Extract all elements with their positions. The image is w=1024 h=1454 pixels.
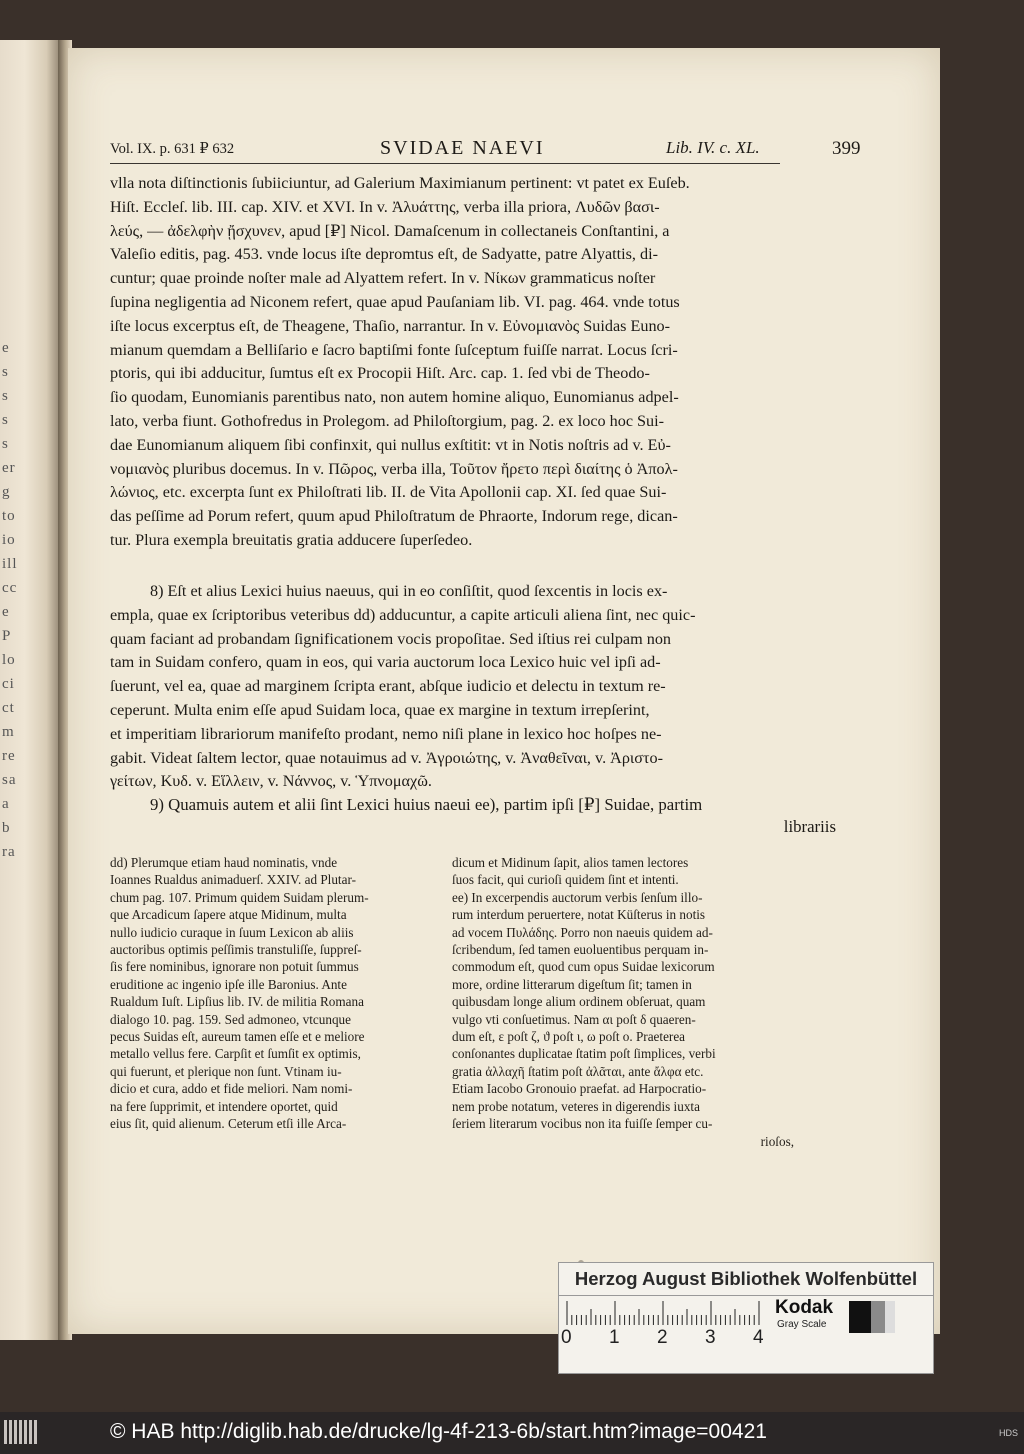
text-line: das peſſime ad Porum refert, quum apud Philoſtratum de Phraorte, Indorum rege, dican-	[110, 507, 678, 526]
catchword: librariis	[783, 817, 836, 836]
left-page-fragment: re	[2, 748, 16, 764]
left-page-fragment: to	[2, 508, 16, 524]
footer-mark: HDS	[998, 1428, 1018, 1438]
text-line: νομιανὸς pluribus docemus. In v. Πῶρος, verba illa, Τοῦτον ἤρετο περὶ διαίτης ὁ Ἀπολ-	[110, 459, 678, 478]
text-line: γείτων, Κυδ. v. Εἵλλειν, v. Νάννος, v. Ὑπνομαχῶ.	[110, 772, 432, 791]
kodak-label: Kodak	[775, 1297, 834, 1318]
paragraph-9	[110, 794, 836, 838]
left-page-fragment: g	[2, 484, 11, 500]
left-page-fragment: a	[2, 796, 10, 812]
left-page-fragment: s	[2, 364, 9, 380]
gray-swatch-light	[885, 1301, 895, 1333]
text-line: tam in Suidam confero, quam in eos, qui varia auctorum loca Lexico huic vel ipſi ad-	[110, 653, 661, 672]
footnote-line: ſuos facit, qui curioſi quidem ſint et intenti.	[452, 872, 679, 888]
ruler-number: 4	[753, 1327, 764, 1348]
footnote-line: ſcribendum, ſed tamen euoluentibus perquam in-	[452, 942, 709, 958]
paragraph-8	[110, 580, 836, 794]
footnote-line: qui fuerunt, et plerique non ſunt. Vtinam iu-	[110, 1063, 342, 1079]
text-line: tur. Plura exempla breuitatis gratia adducere ſuperſedeo.	[110, 530, 473, 549]
footnote-line: dicum et Midinum ſapit, alios tamen lectores	[452, 855, 689, 870]
footnote-line: eius ſit, quid alienum. Ceterum etſi ille Arca-	[110, 1116, 347, 1132]
text-line: dae Eunomianum aliquem ſibi confinxit, qui nullus exſtitit: vt in Notis noſtris ad v. Εὐ-	[110, 435, 671, 454]
footnote-line: more, ordine litterarum digeſtum ſit; tamen in	[452, 976, 692, 992]
header-book-ref: Lib. IV. c. XL.	[666, 138, 760, 157]
gray-swatch-black	[849, 1301, 871, 1333]
left-page-fragment: cc	[2, 580, 18, 596]
footnote-line: nullo iudicio curaque in ſuum Lexicon ab aliis	[110, 924, 354, 940]
footnote-line: na fere ſupprimit, et intendere oportet, quid	[110, 1098, 338, 1114]
left-page-fragment: b	[2, 820, 11, 836]
gray-scale-label: Gray Scale	[777, 1319, 827, 1330]
ruler-number: 3	[705, 1327, 716, 1348]
paragraph-1	[110, 172, 836, 553]
left-page-fragment: e	[2, 604, 10, 620]
text-line: iſte locus excerptus eſt, de Theagene, Thaſio, narrantur. In v. Εὐνομιανὸς Suidas Euno-	[110, 316, 671, 335]
left-page-fragment: s	[2, 388, 9, 404]
footnote-line: quibusdam longe alium ordinem obſeruat, quam	[452, 994, 706, 1010]
footer-copyright-link[interactable]: © HAB http://diglib.hab.de/drucke/lg-4f-213-6b/start.htm?image=00421	[110, 1420, 767, 1443]
text-line: empla, quae ex ſcriptoribus veteribus dd) adducuntur, a capite articuli aliena ſint, nec quic-	[110, 605, 696, 624]
text-line: quam faciant ad probandam ſignificationem vocis propoſitae. Sed iſtius rei culpam non	[110, 629, 672, 648]
ruler-number: 1	[609, 1327, 620, 1348]
footnote-line: ad vocem Πυλάδης. Porro non naeuis quidem ad-	[452, 924, 713, 940]
left-page-fragment: s	[2, 412, 9, 428]
text-line: lato, verba fiunt. Gothofredus in Prolegom. ad Philoſtorgium, pag. 2. ex loco hoc Sui-	[110, 411, 665, 430]
left-page-fragment: ill	[2, 556, 18, 572]
footnote-catchword: rioſos,	[760, 1133, 794, 1149]
footnote-line: auctoribus optimis peſſimis transtuliſſe, ſuppreſ-	[110, 942, 362, 958]
text-line: Hiſt. Eccleſ. lib. III. cap. XIV. et XVI. In v. Ἀλυάττης, verba illa priora, Λυδῶν βασι-	[110, 197, 660, 216]
left-page-fragment: m	[2, 724, 15, 740]
ruler-number: 2	[657, 1327, 668, 1348]
footnote-line: conſonantes duplicatae ſtatim poſt ſimplices, verbi	[452, 1046, 716, 1062]
footnote-line: que Arcadicum ſapere atque Midinum, multa	[110, 907, 347, 923]
left-page-fragment: io	[2, 532, 16, 548]
header-volume-ref: Vol. IX. p. 631 ₽ 632	[110, 141, 235, 157]
text-line: ſupina negligentia ad Niconem refert, quae apud Pauſaniam lib. VI. pag. 464. vnde totus	[110, 292, 680, 311]
footnote-line: Rualdum Iuſt. Lipſius lib. IV. de militia Romana	[110, 994, 364, 1010]
footnote-column-right	[452, 854, 794, 1150]
footnote-line: Ioannes Rualdus animaduerſ. XXIV. ad Plutar-	[110, 872, 356, 888]
footnote-line: ſeriem literarum vocibus non ita fuiſſe ſemper cu-	[452, 1116, 713, 1132]
left-page-edge	[0, 40, 62, 1340]
scale-ruler	[565, 1301, 765, 1325]
footnote-line: chum pag. 107. Primum quidem Suidam plerum-	[110, 889, 369, 905]
footnote-line: ſis fere nominibus, ignorare non potuit ſummus	[110, 959, 359, 975]
text-line: λεύς, — ἀδελφὴν ᾔσχυνεν, apud [₽] Nicol. Damaſcenum in collectaneis Conſtantini, a	[110, 221, 670, 240]
header-rule	[110, 163, 780, 164]
footnote-line: commodum eſt, quod cum opus Suidae lexicorum	[452, 959, 715, 975]
text-line: vlla nota diſtinctionis ſubiiciuntur, ad Galerium Maximianum pertinent: vt patet ex Euſeb.	[110, 174, 690, 192]
paragraph-9-line-1: 9) Quamuis autem et alii ſint Lexici huius naeui ee), partim ipſi [₽] Suidae, partim	[150, 795, 703, 814]
page	[68, 48, 940, 1334]
footnote-line: metallo vellus fere. Carpſit et ſumſit ex optimis,	[110, 1046, 361, 1062]
text-line: λώνιος, etc. excerpta ſunt ex Philoſtrati lib. II. de Vita Apollonii cap. XI. ſed quae Sui-	[110, 483, 667, 502]
footnote-line: nem probe notatum, veteres in digerendis iuxta	[452, 1098, 700, 1114]
text-line: ptoris, qui ibi adducitur, ſumtus eſt ex Procopii Hiſt. Arc. cap. 1. ſed vbi de Theodo-	[110, 364, 650, 383]
text-line: gabit. Videat ſaltem lector, quae notauimus ad v. Ἀγροιώτης, v. Ἀναθεῖναι, v. Ἀριστο-	[110, 748, 663, 767]
gray-swatch-mid	[871, 1301, 885, 1333]
text-line: Valeſio editis, pag. 453. vnde locus iſte depromtus eſt, de Sadyatte, patre Alyattis, di-	[110, 245, 659, 264]
left-page-fragment: ct	[2, 700, 15, 716]
header-title: SVIDAE NAEVI	[380, 137, 545, 159]
footnote-line: Etiam Iacobo Gronouio praefat. ad Harpocratio-	[452, 1081, 707, 1097]
footnote-line: vulgo vti conſuetimus. Nam αι poſt δ quaeren-	[452, 1011, 696, 1027]
text-line: ceperunt. Multa enim eſſe apud Suidam loca, quae ex margine in textum irrepſerint,	[110, 700, 650, 719]
footnote-line: eruditione ac ingenio ipſe ille Baronius. Ante	[110, 976, 347, 992]
library-color-target	[558, 1262, 934, 1374]
footnote-line: dd) Plerumque etiam haud nominatis, vnde	[110, 855, 338, 870]
footnote-line: ee) In excerpendis auctorum verbis ſenſum illo-	[452, 889, 703, 905]
library-name: Herzog August Bibliothek Wolfenbüttel	[559, 1263, 933, 1296]
left-page-fragment: e	[2, 340, 10, 356]
text-line: et imperitiam librariorum manifeſto prodant, nemo niſi plane in lexico hoc hoſpes ne-	[110, 724, 662, 743]
left-page-fragment: sa	[2, 772, 17, 788]
text-line: ſuerunt, vel ea, quae ad marginem ſcripta erant, abſque iudicio et delectu in textum re-	[110, 677, 666, 696]
text-line: ſio quodam, Eunomianis parentibus nato, non autem homine aliquo, Eunomianus adpel-	[110, 388, 679, 407]
hab-logo-icon	[4, 1420, 44, 1446]
footnote-column-left	[110, 854, 460, 1133]
text-line: cuntur; quae proinde noſter male ad Alyattem refert. In v. Νίκων grammaticus noſter	[110, 269, 656, 288]
page-number: 399	[832, 138, 861, 159]
footnote-line: rum interdum peruertere, notat Küſterus in notis	[452, 907, 706, 923]
footnote-line: gratia ἀλλαχῆ ſtatim poſt ἀλᾶται, ante ἄλφα etc.	[452, 1063, 704, 1079]
footnote-line: pecus Suidas eſt, aureum tamen eſſe et e meliore	[110, 1029, 365, 1045]
left-page-fragment: s	[2, 436, 9, 452]
footer-bar	[0, 1412, 1024, 1454]
text-line: mianum quemdam a Belliſario e ſacro baptiſmi fonte ſuſceptum fuiſſe narrat. Locus ſcri-	[110, 340, 678, 359]
footnote-line: dicio et cura, addo et fide meliori. Nam nomi-	[110, 1081, 353, 1097]
left-page-fragment: ra	[2, 844, 16, 860]
left-page-fragment: ci	[2, 676, 15, 692]
left-page-fragment: P	[2, 628, 12, 644]
left-page-fragment: lo	[2, 652, 16, 668]
text-line: 8) Eſt et alius Lexici huius naeuus, qui in eo conſiſtit, quod ſexcentis in locis ex-	[150, 582, 668, 600]
running-header	[110, 137, 861, 163]
footnote-line: dum eſt, ε poſt ζ, ϑ poſt ι, ω poſt ο. Praeterea	[452, 1029, 686, 1045]
ruler-number: 0	[561, 1327, 572, 1348]
footnote-line: dialogo 10. pag. 159. Sed admoneo, vtcunque	[110, 1011, 351, 1027]
left-page-fragment: er	[2, 460, 16, 476]
